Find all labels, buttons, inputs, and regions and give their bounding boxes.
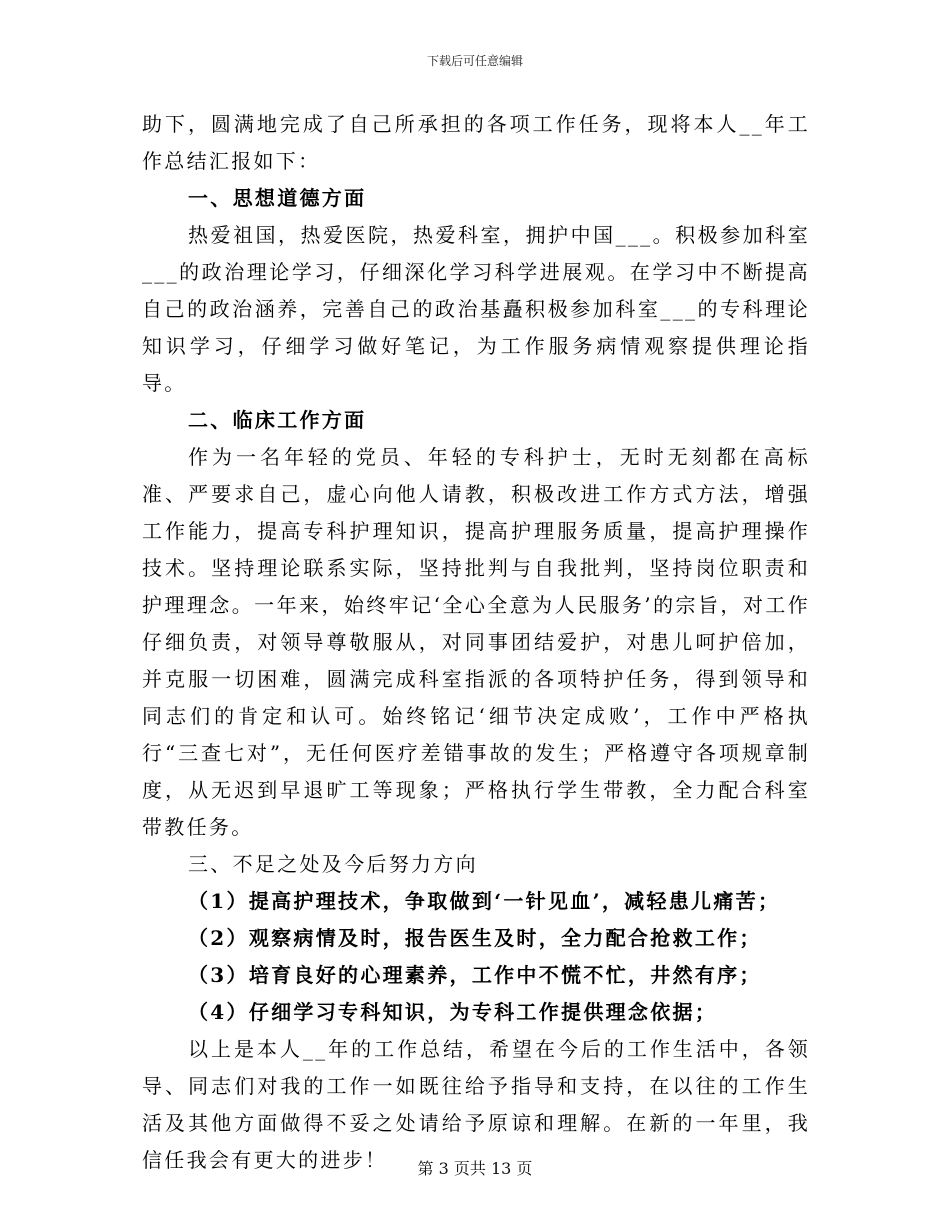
page-number: 第 3 页共 13 页 [417,1159,533,1178]
section1-paragraph: 热爱祖国，热爱医院，热爱科室，拥护中国___。积极参加科室___的政治理论学习，仔细深化学习科学进展观。在学习中不断提高自己的政治涵养，完善自己的政治基矗积极参加科室___的专科理论知识学习，仔细学习做好笔记，为工作服务病情观察提供理论指导。 [142,223,810,395]
closing-paragraph: 以上是本人__年的工作总结，希望在今后的工作生活中，各领导、同志们对我的工作一如既往给予指导和支持，在以往的工作生活及其他方面做得不妥之处请给予原谅和理解。在新的一年里，我信任我会有更大的进步！ [142,1037,810,1172]
intro-paragraph: 助下，圆满地完成了自己所承担的各项工作任务，现将本人__年工作总结汇报如下： [142,112,810,173]
section2-paragraph: 作为一名年轻的党员、年轻的专科护士，无时无刻都在高标准、严要求自己，虚心向他人请教，积极改进工作方式方法，增强工作能力，提高专科护理知识，提高护理服务质量，提高护理操作技术。坚持理论联系实际，坚持批判与自我批判，坚持岗位职责和护理理念。一年来，始终牢记‘全心全意为人民服务’的宗旨，对工作仔细负责，对领导尊敬服从，对同事团结爱护，对患儿呵护倍加，并克服一切困难，圆满完成科室指派的各项特护任务，得到领导和同志们的肯定和认可。始终铭记‘细节决定成败’，工作中严格执行“三查七对”，无任何医疗差错事故的发生；严格遵守各项规章制度，从无迟到早退旷工等现象；严格执行学生带教，全力配合科室带教任务。 [142,445,810,839]
improvement-item: （4）仔细学习专科知识，为专科工作提供理念依据； [188,1000,718,1024]
improvement-item: （2）观察病情及时，报告医生及时，全力配合抢救工作； [188,926,762,950]
document-body [142,106,810,1179]
section2-heading: 二、临床工作方面 [188,408,367,432]
page-header: 下载后可任意编辑 [426,54,523,68]
section3-heading: 三、不足之处及今后努力方向 [188,852,478,876]
section1-heading: 一、思想道德方面 [188,186,367,210]
improvement-item: （1）提高护理技术，争取做到‘一针见血’，减轻患儿痛苦； [188,889,781,913]
improvement-item: （3）培育良好的心理素养，工作中不慌不忙，井然有序； [188,963,762,987]
